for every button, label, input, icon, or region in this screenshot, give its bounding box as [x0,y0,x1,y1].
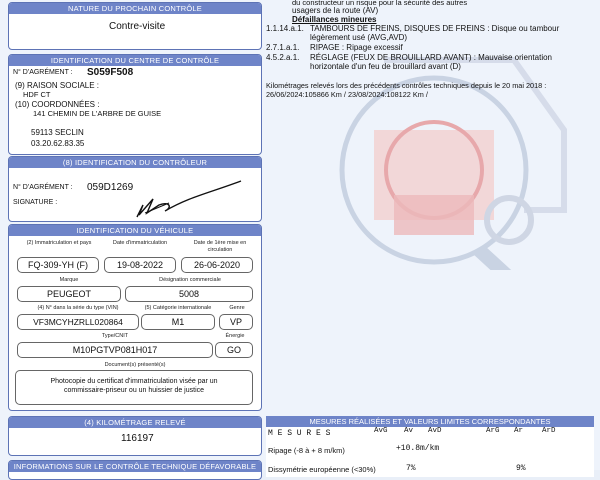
genre-caption: Genre [229,305,245,311]
col-arg: ArG [486,427,500,435]
vin-caption: (4) N° dans la série du type (VIN) [37,305,119,311]
left-column [8,0,262,470]
row2-value-front: 7% [406,464,416,473]
categorie-caption: (5) Catégorie internationale [144,305,212,311]
categorie-value: M1 [141,314,215,330]
genre-value: VP [219,314,253,330]
defaillance-line1: usagers de la route (AV) [292,6,379,15]
raison-value: HDF CT [23,90,51,99]
marque-value: PEUGEOT [17,286,121,302]
defaillance-text-1: TAMBOURS DE FREINS, DISQUES DE FREINS : Disque ou tambour [310,24,560,33]
row2-value-rear: 9% [516,464,526,473]
col-ard: ArD [542,427,556,435]
defaillance-line0: du constructeur un risque pour la sécurité des autres [292,0,468,7]
centre-box [8,54,262,155]
vehicle-box [8,224,262,411]
raison-label: (9) RAISON SOCIALE : [15,81,100,90]
mesures-title: M E S U R E S [268,429,331,438]
next-control-box [8,2,262,50]
mesures-header: MESURES RÉALISÉES ET VALEURS LIMITES CORRESPONDANTES [266,416,594,427]
immat-value: FQ-309-YH (F) [17,257,99,273]
km-box [8,416,262,456]
date-caption: Date d'immatriculation [112,240,168,246]
centre-address: 141 CHEMIN DE L'ARBRE DE GUISE [33,109,162,118]
row2-label: Dissymétrie européenne (<30%) [268,465,376,474]
controleur-header: (8) IDENTIFICATION DU CONTRÔLEUR [9,157,261,168]
col-avd: AvD [428,427,442,435]
info-header: INFORMATIONS SUR LE CONTRÔLE TECHNIQUE DÉFAVORABLE [9,461,261,472]
immat-caption: (2) Immatriculation et pays [26,240,92,246]
defaillance-text-3: RÉGLAGE (FEUX DE BROUILLARD AVANT) : Mauvaise orientation [310,53,553,62]
controleur-agrement-value: 059D1269 [87,182,134,193]
defaillance-code-2: 2.7.1.a.1. [266,43,300,52]
car-watermark-icon [324,40,574,270]
energie-caption: Énergie [225,333,245,339]
defaillance-code-1: 1.1.14.a.1. [266,24,304,33]
coord-label: (10) COORDONNÉES : [15,100,100,109]
km-value: 116197 [121,433,154,444]
next-control-header: NATURE DU PROCHAIN CONTRÔLE [9,3,261,14]
signature-label: SIGNATURE : [13,199,58,206]
controleur-box [8,156,262,222]
first-date-caption: Date de 1ère mise en circulation [193,240,247,253]
vehicle-header: IDENTIFICATION DU VÉHICULE [9,225,261,236]
col-av: Av [404,427,414,435]
km-history-line2: 26/06/2024:105866 Km / 23/08/2024:108122 Km / [266,90,428,99]
centre-city: 59113 SECLIN [31,128,84,137]
centre-agrement-value: S059F508 [87,67,134,78]
defaillance-code-3: 4.5.2.a.1. [266,53,300,62]
vin-value: VF3MCYHZRLL020864 [17,314,139,330]
defaillances-title: Défaillances mineures [292,15,377,24]
type-caption: Type/CNIT [101,333,129,339]
ripage-value: +10.8m/km [396,444,440,453]
marque-caption: Marque [59,277,79,283]
col-ar: Ar [514,427,524,435]
centre-agrement-label: N° D'AGRÉMENT : [13,69,73,76]
right-column [262,0,600,474]
energie-value: GO [215,342,253,358]
first-date-value: 26-06-2020 [181,257,253,273]
type-value: M10PGTVP081H017 [17,342,213,358]
centre-phone: 03.20.62.83.35 [31,139,85,148]
defaillance-text-2: RIPAGE : Ripage excessif [310,43,403,52]
next-control-value: Contre-visite [109,21,166,32]
km-history-line1: Kilométrages relevés lors des précédents contrôles techniques depuis le 20 mai 2018 : [266,81,547,90]
centre-header: IDENTIFICATION DU CENTRE DE CONTRÔLE [9,55,261,66]
designation-value: 5008 [125,286,253,302]
date-value: 19-08-2022 [104,257,176,273]
defaillance-cont-1: légèrement usé (AVG,AVD) [310,33,408,42]
docs-caption: Document(s) présenté(s) [104,362,166,368]
designation-caption: Désignation commerciale [159,277,221,283]
ripage-label: Ripage (-8 à + 8 m/km) [268,446,345,455]
info-box [8,460,262,480]
signature-image [129,175,249,221]
col-avg: AvG [374,427,388,435]
docs-value: Photocopie du certificat d'immatriculation visée par un commissaire-priseur ou un huissier de justice [15,370,253,405]
km-header: (4) KILOMÉTRAGE RELEVÉ [9,417,261,428]
controleur-agrement-label: N° D'AGRÉMENT : [13,184,73,191]
defaillance-cont-3: horizontale d'un feu de brouillard avant (D) [310,62,461,71]
